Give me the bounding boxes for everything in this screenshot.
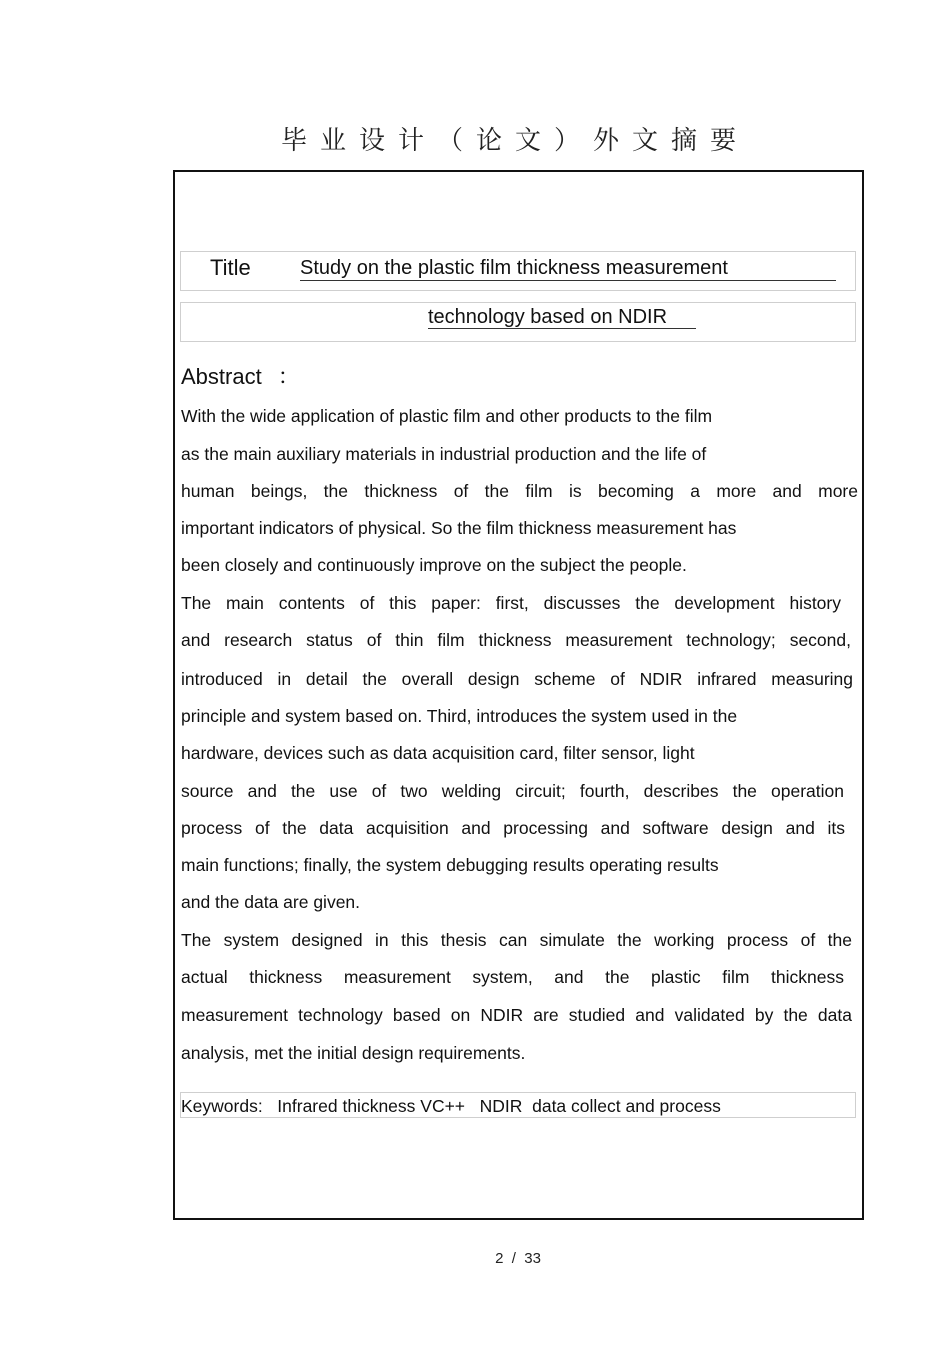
abstract-line: With the wide application of plastic film and other products to the film — [181, 406, 713, 426]
abstract-line: main functions; finally, the system debugging results operating results — [181, 855, 719, 875]
title-underline — [300, 280, 836, 281]
abstract-line: The system designed in this thesis can simulate the working process of the — [181, 930, 852, 950]
abstract-line: process of the data acquisition and processing and software design and its — [181, 818, 845, 838]
abstract-label: Abstract — [181, 364, 262, 389]
abstract-line: The main contents of this paper: first, discusses the development history — [181, 593, 841, 613]
abstract-line: been closely and continuously improve on the subject the people. — [181, 555, 687, 575]
title-text-line2: technology based on NDIR — [428, 306, 668, 328]
abstract-line: source and the use of two welding circuit; fourth, describes the operation — [181, 781, 844, 801]
abstract-line: and the data are given. — [181, 892, 361, 912]
abstract-line: principle and system based on. Third, introduces the system used in the — [181, 706, 738, 726]
page-title: 毕业设计（论文）外文摘要 — [280, 126, 749, 156]
abstract-line: and research status of thin film thickness measurement technology; second, — [181, 630, 851, 650]
abstract-line: human beings, the thickness of the film is becoming a more and more — [181, 481, 858, 501]
abstract-line: hardware, devices such as data acquisition card, filter sensor, light — [181, 743, 695, 763]
abstract-line: as the main auxiliary materials in industrial production and the life of — [181, 444, 707, 464]
title-underline — [428, 328, 696, 329]
title-text-line1: Study on the plastic film thickness measurement — [300, 257, 728, 279]
abstract-line: analysis, met the initial design requirements. — [181, 1043, 526, 1063]
abstract-line: measurement technology based on NDIR are studied and validated by the data — [181, 1005, 852, 1025]
abstract-line: important indicators of physical. So the film thickness measurement has — [181, 518, 737, 538]
page-number: 2 / 33 — [495, 1250, 541, 1267]
keywords-text: Keywords: Infrared thickness VC++ NDIR data collect and process — [181, 1096, 721, 1116]
abstract-line: introduced in detail the overall design scheme of NDIR infrared measuring — [181, 669, 853, 689]
abstract-heading — [181, 360, 300, 391]
title-label: Title — [210, 255, 251, 280]
abstract-colon: ： — [277, 364, 300, 389]
abstract-line: actual thickness measurement system, and the plastic film thickness — [181, 967, 844, 987]
title-row — [180, 251, 856, 291]
title-row-continued — [180, 302, 856, 342]
keywords-row — [180, 1092, 856, 1118]
